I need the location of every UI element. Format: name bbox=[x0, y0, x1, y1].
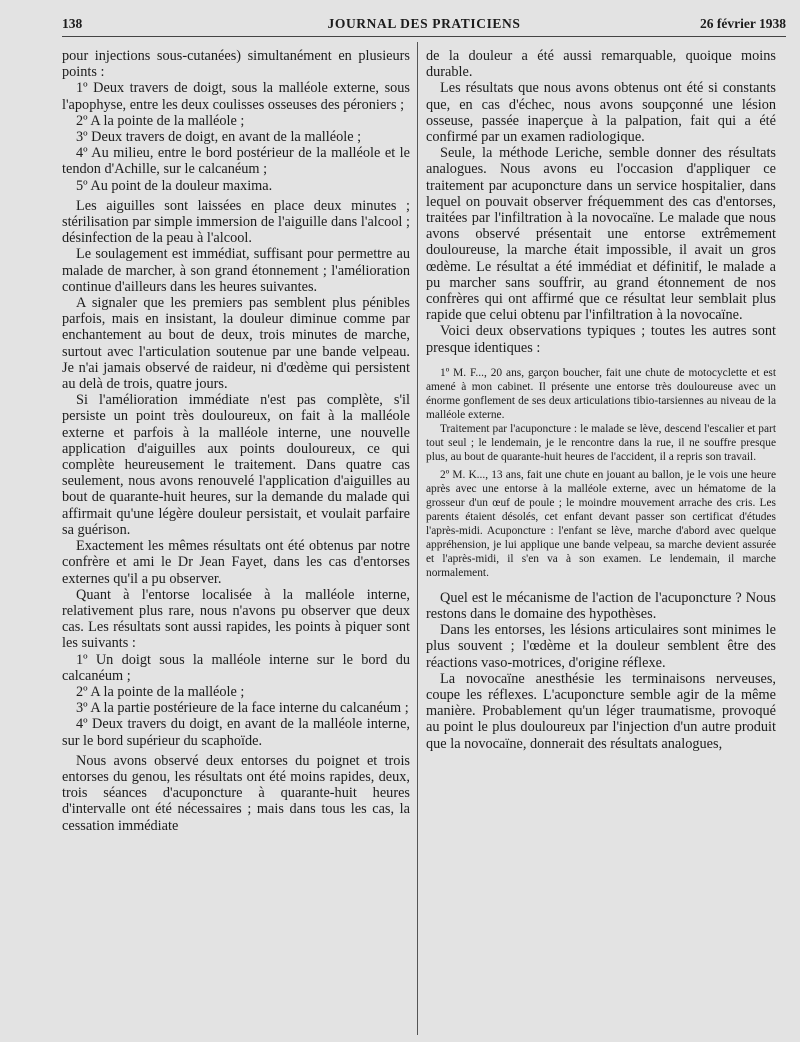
paragraph: Le soulagement est immédiat, suffisant pour permettre au malade de marcher, à son grand étonnement ; l'amélioration continue d'ailleurs dans les heures suivantes. bbox=[62, 246, 410, 295]
left-column bbox=[62, 48, 410, 1033]
right-column bbox=[426, 48, 776, 1033]
observation: 1º M. F..., 20 ans, garçon boucher, fait une chute de motocyclette et est amené à mon cabinet. Il présente une entorse très douloureuse avec un énorme gonflement de ses deux articulations tibio-tarsiennes au niveau de la malléole externe. bbox=[426, 366, 776, 421]
paragraph: pour injections sous-cutanées) simultanément en plusieurs points : bbox=[62, 48, 410, 81]
paragraph: de la douleur a été aussi remarquable, quoique moins durable. bbox=[426, 48, 776, 81]
paragraph: Les aiguilles sont laissées en place deux minutes ; stérilisation par simple immersion de l'aiguille dans l'alcool ; désinfection de la peau à l'alcool. bbox=[62, 197, 410, 247]
paragraph: Seule, la méthode Leriche, semble donner des résultats analogues. Nous avons eu l'occasion d'appliquer ce traitement par acuponcture dans un service hospitalier, dans lequel on pouvait observer fréquemment des cas d'entorses, traitées par l'infiltration à la novocaïne. Le malade que nous avons observé présentait une entorse extrêmement douloureuse, la marche était impossible, il avait un gros œdème. Le résultat a été immédiat et définitif, le malade a pu marcher sans souffrir, au grand étonnement de nos confrères qui ont affirmé que ce résultat leur semblait plus rapide que celui obtenu par l'infiltration à la novocaïne. bbox=[426, 145, 776, 324]
paragraph: Les résultats que nous avons obtenus ont été si constants que, en cas d'échec, nous avons soupçonné une lésion osseuse, passée inaperçue à la palpation, fait qui a été confirmé par un examen radiologique. bbox=[426, 80, 776, 146]
list-item: 2º A la pointe de la malléole ; bbox=[76, 683, 245, 700]
observation: Traitement par l'acuponcture : le malade se lève, descend l'escalier et part tout seul ; le lendemain, je le rencontre dans la rue, il ne souffre presque plus, au bout de quarante-huit heures de l'accident, il a repris son travail. bbox=[426, 422, 776, 463]
list-item: 3º Deux travers de doigt, en avant de la malléole ; bbox=[76, 129, 362, 146]
paragraph: Quant à l'entorse localisée à la malléole interne, relativement plus rare, nous n'avons pu observer que deux cas. Les résultats sont aussi rapides, les points à piquer sont les suivants : bbox=[62, 586, 410, 652]
list-item: 5º Au point de la douleur maxima. bbox=[76, 177, 273, 194]
case-observations bbox=[426, 366, 776, 580]
paragraph: Dans les entorses, les lésions articulaires sont minimes le plus souvent ; l'œdème et la douleur semblent être des réactions vaso-motrices, d'origine réflexe. bbox=[426, 622, 776, 671]
paragraph: Si l'amélioration immédiate n'est pas complète, s'il persiste un point très douloureux, on fait à la malléole externe et parfois à la malléole interne, une nouvelle application d'aiguilles aux points douloureux, ce qui complète heureusement le traitement. Dans quatre cas seulement, nous avons renouvelé l'application d'aiguilles au bout de quarante-huit heures, sur la demande du malade qui affirmait qu'une légère douleur persistait, et voulait parfaire sa guérison. bbox=[62, 392, 410, 538]
journal-title: JOURNAL DES PRATICIENS bbox=[327, 16, 521, 31]
list-item: 4º Deux travers du doigt, en avant de la malléole interne, sur le bord supérieur du scaphoïde. bbox=[62, 716, 410, 749]
paragraph: Nous avons observé deux entorses du poignet et trois entorses du genou, les résultats ont été moins rapides, deux, trois séances d'acuponcture à quarante-huit heures d'intervalle ont été nécessaires ; mais dans tous les cas, la cessation immédiate bbox=[62, 752, 410, 834]
running-header bbox=[62, 14, 786, 37]
list-item: 3º A la partie postérieure de la face interne du calcanéum ; bbox=[76, 700, 409, 717]
list-item: 1º Un doigt sous la malléole interne sur le bord du calcanéum ; bbox=[62, 651, 410, 684]
issue-date: 26 février 1938 bbox=[700, 16, 786, 31]
column-divider bbox=[417, 42, 418, 1035]
paragraph: Voici deux observations typiques ; toutes les autres sont presque identiques : bbox=[426, 323, 776, 356]
page-number: 138 bbox=[62, 16, 83, 31]
list-item: 1º Deux travers de doigt, sous la malléole externe, sous l'apophyse, entre les deux coulisses osseuses des péroniers ; bbox=[62, 80, 410, 113]
list-item: 4º Au milieu, entre le bord postérieur de la malléole et le tendon d'Achille, sur le calcanéum ; bbox=[62, 145, 410, 178]
observation: 2º M. K..., 13 ans, fait une chute en jouant au ballon, je le vois une heure après avec une entorse à la malléole externe, avec un hématome de la grosseur d'un œuf de poule ; le moindre mouvement arrache des cris. Les parents étaient désolés, cet enfant devant passer son certificat d'études l'après-midi. Acuponcture : l'enfant se lève, marche d'abord avec quelque appréhension, je lui applique une bande velpeau, sa marche devient assurée et l'après-midi, il s'en va à son examen. Le lendemain, il marche normalement. bbox=[426, 468, 776, 579]
paragraph: Exactement les mêmes résultats ont été obtenus par notre confrère et ami le Dr Jean Fayet, dans les cas d'entorses externes qu'il a pu observer. bbox=[62, 538, 410, 587]
paragraph: La novocaïne anesthésie les terminaisons nerveuses, coupe les réflexes. L'acuponcture semble agir de la même manière. Probablement qu'un léger traumatisme, provoqué au point le plus douloureux par l'injection d'un autre produit que la novocaïne, donnerait des résultats analogues, bbox=[426, 670, 776, 752]
paragraph: A signaler que les premiers pas semblent plus pénibles parfois, mais en insistant, la douleur diminue comme par enchantement au bout de deux, trois minutes de marche, surtout avec l'articulation soutenue par une bande velpeau. Je n'ai jamais observé de raideur, ni d'œdème qui persistent au delà de trois, quatre jours. bbox=[62, 295, 410, 393]
list-item: 2º A la pointe de la malléole ; bbox=[76, 112, 245, 129]
paragraph: Quel est le mécanisme de l'action de l'acuponcture ? Nous restons dans le domaine des hypothèses. bbox=[426, 589, 776, 623]
